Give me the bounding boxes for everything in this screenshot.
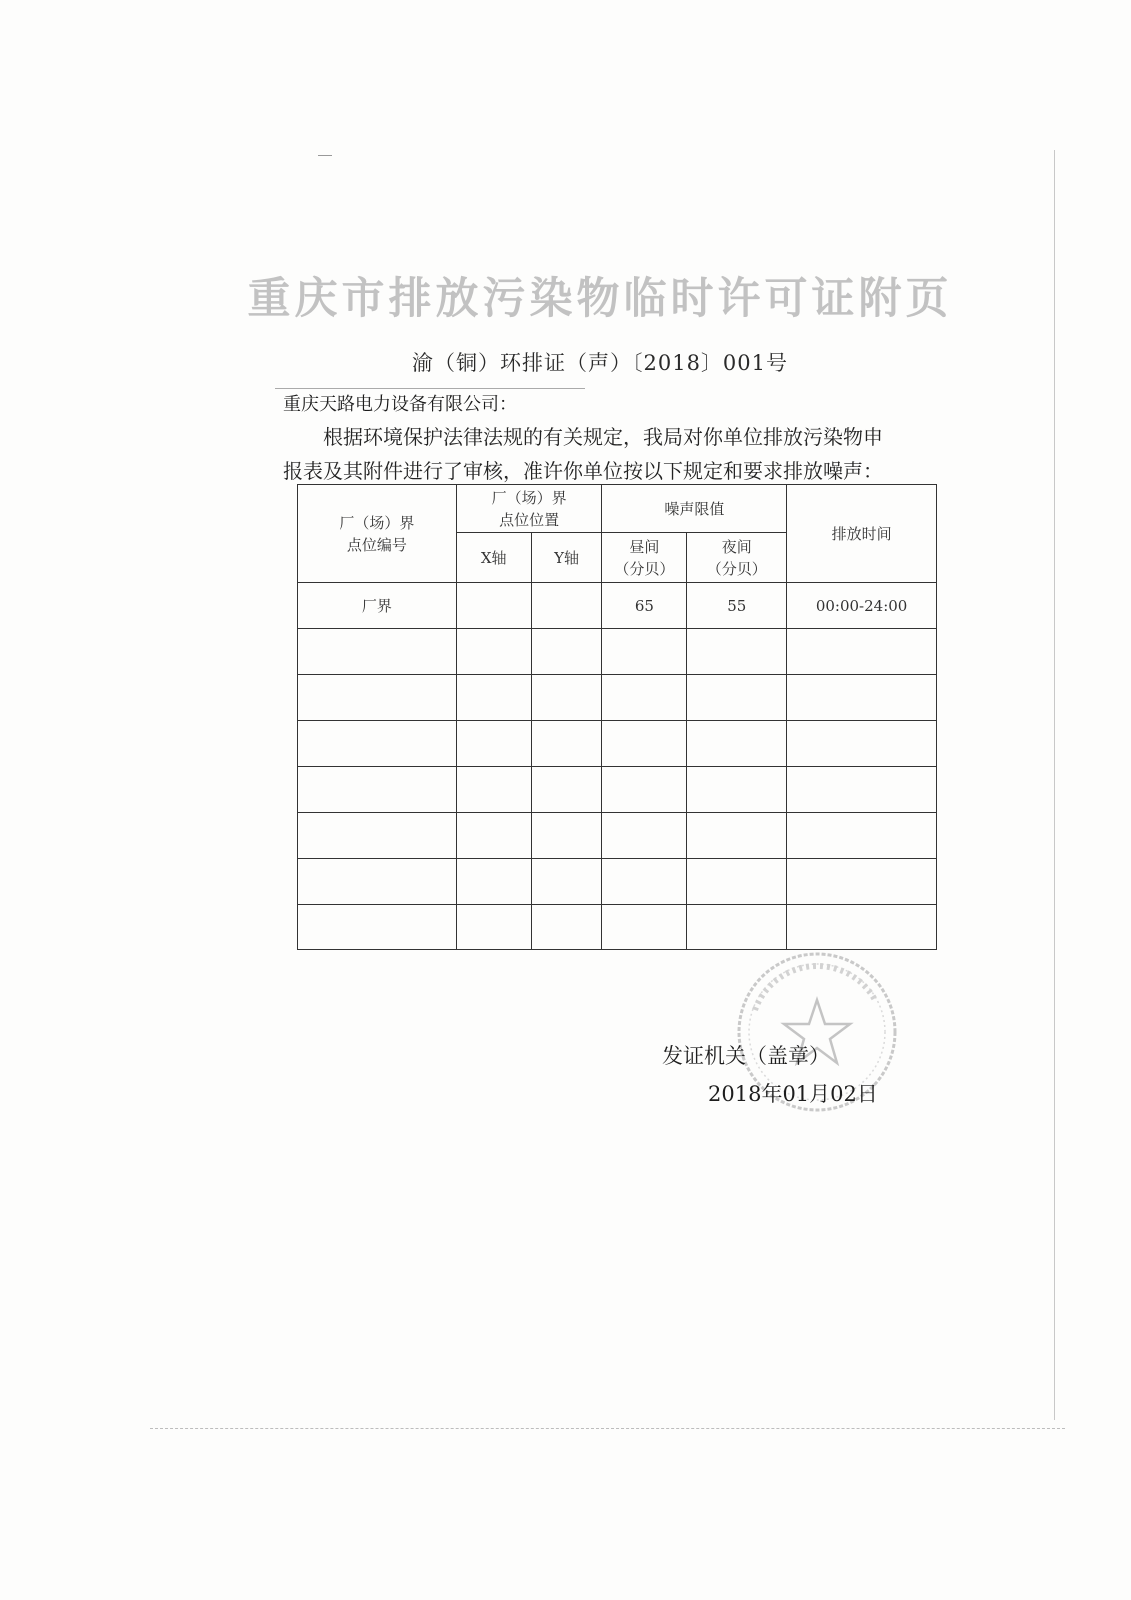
table-cell bbox=[298, 905, 457, 950]
header-day: 昼间 （分贝） bbox=[602, 533, 687, 583]
addressee-rule bbox=[275, 388, 585, 389]
table-row bbox=[298, 859, 937, 905]
document-title: 重庆市排放污染物临时许可证附页 bbox=[247, 274, 953, 324]
table-cell bbox=[298, 675, 457, 721]
table-cell bbox=[687, 859, 787, 905]
body-line-1: 根据环境保护法律法规的有关规定，我局对你单位排放污染物申 bbox=[323, 425, 883, 449]
header-night: 夜间 （分贝） bbox=[687, 533, 787, 583]
table-row bbox=[298, 813, 937, 859]
noise-limit-table bbox=[297, 484, 937, 950]
table-row bbox=[298, 905, 937, 950]
table-cell bbox=[531, 675, 602, 721]
table-cell bbox=[531, 629, 602, 675]
table-cell bbox=[602, 767, 687, 813]
table-cell bbox=[687, 767, 787, 813]
table-cell: 00:00-24:00 bbox=[787, 583, 937, 629]
table-cell bbox=[687, 813, 787, 859]
header-point-no: 厂（场）界 点位编号 bbox=[298, 485, 457, 583]
table-cell bbox=[298, 721, 457, 767]
table-cell bbox=[456, 721, 531, 767]
table-cell: 厂界 bbox=[298, 583, 457, 629]
header-x-axis: X轴 bbox=[456, 533, 531, 583]
table-cell: 65 bbox=[602, 583, 687, 629]
table-cell bbox=[602, 813, 687, 859]
header-emission-time: 排放时间 bbox=[787, 485, 937, 583]
permit-number: 渝（铜）环排证（声）〔2018〕001号 bbox=[411, 351, 789, 375]
header-y-axis: Y轴 bbox=[531, 533, 602, 583]
table-cell bbox=[531, 859, 602, 905]
table-cell bbox=[531, 905, 602, 950]
table-cell bbox=[787, 721, 937, 767]
table-cell bbox=[531, 813, 602, 859]
table-cell bbox=[687, 905, 787, 950]
table-cell bbox=[531, 583, 602, 629]
table-cell bbox=[602, 629, 687, 675]
table-cell bbox=[602, 721, 687, 767]
table-cell bbox=[787, 767, 937, 813]
table-body bbox=[298, 583, 937, 950]
table-cell bbox=[687, 721, 787, 767]
table-cell bbox=[456, 813, 531, 859]
scan-mark bbox=[318, 155, 332, 156]
table-cell bbox=[687, 629, 787, 675]
table-cell bbox=[456, 629, 531, 675]
table-cell bbox=[687, 675, 787, 721]
table-cell bbox=[787, 675, 937, 721]
body-text bbox=[283, 420, 998, 488]
table-cell bbox=[456, 859, 531, 905]
table-row bbox=[298, 583, 937, 629]
table-cell bbox=[298, 629, 457, 675]
table-row bbox=[298, 721, 937, 767]
table-cell: 55 bbox=[687, 583, 787, 629]
scan-edge-right bbox=[1054, 150, 1055, 1420]
issuing-authority: 发证机关（盖章） bbox=[662, 1044, 830, 1068]
table-row bbox=[298, 675, 937, 721]
addressee: 重庆天路电力设备有限公司： bbox=[283, 394, 517, 415]
table-cell bbox=[787, 629, 937, 675]
table-row bbox=[298, 629, 937, 675]
table-cell bbox=[787, 813, 937, 859]
table-cell bbox=[602, 905, 687, 950]
table-row bbox=[298, 767, 937, 813]
scan-edge-bottom bbox=[150, 1428, 1065, 1430]
table-cell bbox=[456, 767, 531, 813]
table-cell bbox=[531, 721, 602, 767]
table-cell bbox=[787, 859, 937, 905]
table-cell bbox=[456, 675, 531, 721]
table-cell bbox=[787, 905, 937, 950]
table-cell bbox=[298, 813, 457, 859]
body-line-2: 报表及其附件进行了审核，准许你单位按以下规定和要求排放噪声： bbox=[283, 459, 883, 483]
table-cell bbox=[456, 905, 531, 950]
table-cell bbox=[602, 859, 687, 905]
issue-date: 2018年01月02日 bbox=[708, 1082, 878, 1106]
table-cell bbox=[298, 767, 457, 813]
table-cell bbox=[456, 583, 531, 629]
header-noise-limit: 噪声限值 bbox=[602, 485, 787, 533]
header-position: 厂（场）界 点位位置 bbox=[456, 485, 602, 533]
table-cell bbox=[298, 859, 457, 905]
table-cell bbox=[602, 675, 687, 721]
table-cell bbox=[531, 767, 602, 813]
